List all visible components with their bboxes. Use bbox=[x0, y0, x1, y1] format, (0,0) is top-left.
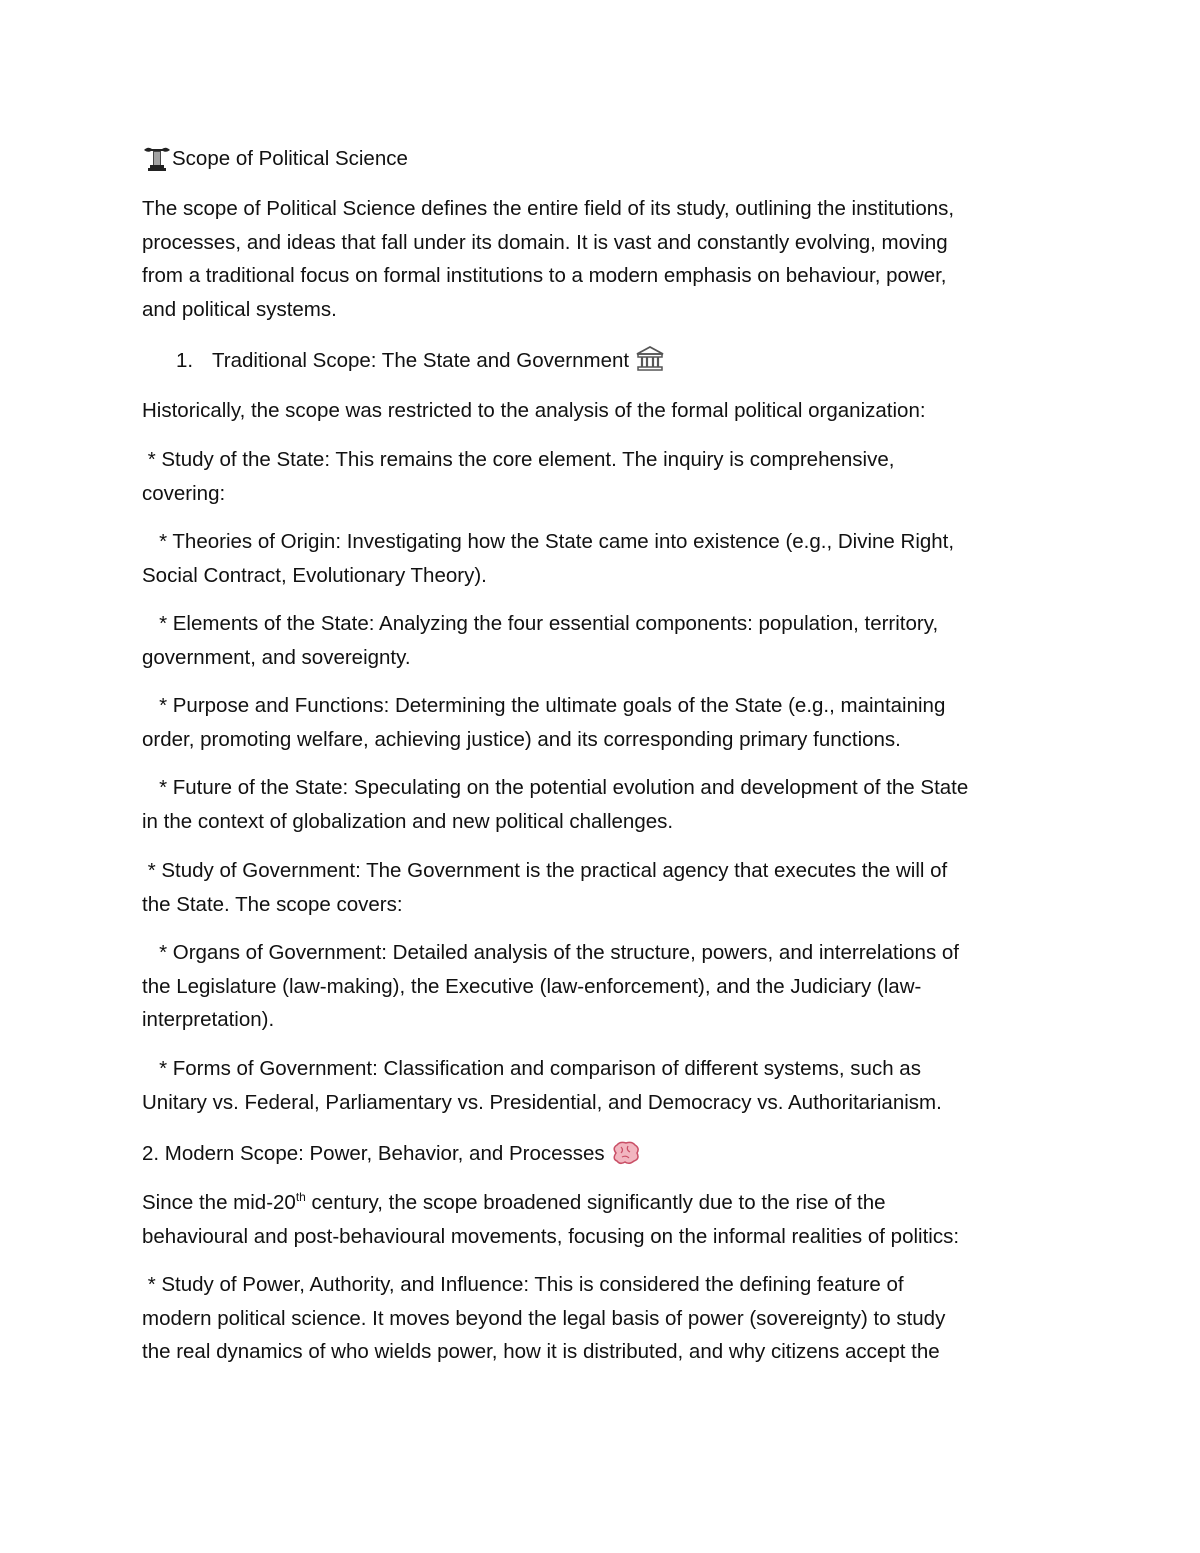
power-bullet-line: the real dynamics of who wields power, how it is distributed, and why citizens accept the bbox=[142, 1340, 940, 1363]
power-bullet-line: modern political science. It moves beyond the legal basis of power (sovereignty) to study bbox=[142, 1306, 946, 1330]
section1-lead: Historically, the scope was restricted to the analysis of the formal political organization: bbox=[142, 399, 926, 422]
section2-lead bbox=[142, 1186, 1062, 1253]
state-subitem-origin bbox=[142, 525, 1062, 592]
subitem-line: government, and sovereignty. bbox=[142, 645, 411, 669]
section2-lead-line: behavioural and post-behavioural movements, focusing on the informal realities of politics: bbox=[142, 1224, 960, 1248]
state-subitem-elements bbox=[142, 607, 1062, 674]
section1-heading bbox=[176, 344, 665, 384]
section2-lead-post: century, the scope broadened significantly due to the rise of the bbox=[305, 1191, 886, 1214]
government-subitem-forms bbox=[142, 1052, 1062, 1119]
intro-line: from a traditional focus on formal institutions to a modern emphasis on behaviour, power, bbox=[142, 264, 947, 287]
subitem-line: Social Contract, Evolutionary Theory). bbox=[142, 563, 487, 587]
document-title bbox=[142, 142, 1062, 182]
intro-line: The scope of Political Science defines the entire field of its study, outlining the institutions, bbox=[142, 197, 955, 220]
pillar-icon bbox=[142, 145, 172, 182]
section1-heading-text: Traditional Scope: The State and Government bbox=[212, 349, 630, 372]
subitem-line: * Theories of Origin: Investigating how the State came into existence (e.g., Divine Right, bbox=[142, 530, 955, 553]
section2-lead-line bbox=[142, 1186, 1062, 1220]
classical-building-icon bbox=[635, 345, 665, 384]
state-bullet-line: covering: bbox=[142, 481, 226, 505]
power-bullet-line: * Study of Power, Authority, and Influence: This is considered the defining feature of bbox=[142, 1273, 904, 1296]
section2-heading bbox=[142, 1137, 1062, 1177]
state-bullet bbox=[142, 443, 1062, 510]
government-bullet-line: the State. The scope covers: bbox=[142, 892, 403, 916]
subitem-line: * Organs of Government: Detailed analysis of the structure, powers, and interrelations of bbox=[142, 941, 959, 964]
state-bullet-line: * Study of the State: This remains the core element. The inquiry is comprehensive, bbox=[142, 448, 895, 471]
government-subitem-organs bbox=[142, 936, 1062, 1037]
subitem-line: * Future of the State: Speculating on the potential evolution and development of the State bbox=[142, 776, 969, 799]
section1-number: 1. bbox=[176, 349, 194, 372]
subitem-line: * Forms of Government: Classification and comparison of different systems, such as bbox=[142, 1057, 921, 1080]
intro-line: processes, and ideas that fall under its domain. It is vast and constantly evolving, moving bbox=[142, 230, 948, 254]
intro-line: and political systems. bbox=[142, 297, 337, 321]
subitem-line: interpretation). bbox=[142, 1008, 275, 1031]
section2-heading-text: 2. Modern Scope: Power, Behavior, and Processes bbox=[142, 1142, 605, 1165]
subitem-line: * Purpose and Functions: Determining the ultimate goals of the State (e.g., maintaining bbox=[142, 694, 946, 717]
subitem-line: * Elements of the State: Analyzing the four essential components: population, territory, bbox=[142, 612, 939, 635]
state-subitem-purpose bbox=[142, 689, 1062, 756]
state-subitem-future bbox=[142, 771, 1062, 838]
title-text: Scope of Political Science bbox=[172, 147, 408, 170]
ordinal-suffix: th bbox=[295, 1190, 306, 1205]
section2-lead-pre: Since the mid-20 bbox=[142, 1191, 296, 1214]
brain-icon bbox=[610, 1140, 642, 1177]
subitem-line: the Legislature (law-making), the Executive (law-enforcement), and the Judiciary (law- bbox=[142, 974, 922, 998]
government-bullet bbox=[142, 854, 1062, 921]
power-bullet bbox=[142, 1268, 1062, 1369]
government-bullet-line: * Study of Government: The Government is the practical agency that executes the will of bbox=[142, 859, 948, 882]
subitem-line: in the context of globalization and new political challenges. bbox=[142, 809, 674, 833]
intro-paragraph bbox=[142, 192, 1062, 326]
subitem-line: order, promoting welfare, achieving justice) and its corresponding primary functions. bbox=[142, 727, 901, 751]
subitem-line: Unitary vs. Federal, Parliamentary vs. Presidential, and Democracy vs. Authoritarianism. bbox=[142, 1090, 942, 1114]
